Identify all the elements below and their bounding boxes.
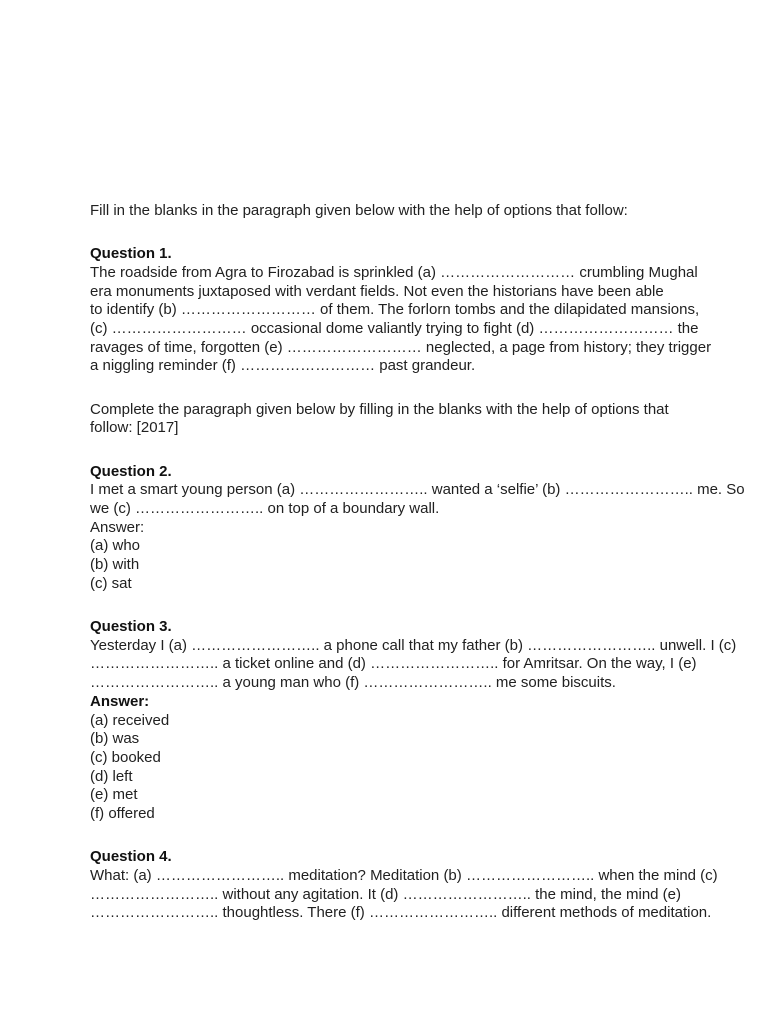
complete-instruction — [90, 401, 750, 438]
question-text-line: What: (a) …………………….. meditation? Meditation (b) …………………….. when the mind (c) — [90, 866, 718, 884]
answer-item: (d) left — [90, 767, 133, 785]
question-text-line: …………………….. a ticket online and (d) …………………….. for Amritsar. On the way, I (e) — [90, 655, 697, 673]
answer-item: (c) booked — [90, 748, 161, 766]
question-1 — [90, 245, 750, 376]
question-text-line: …………………….. a young man who (f) …………………….. me some biscuits. — [90, 674, 616, 692]
intro-instruction — [90, 202, 750, 221]
document-content — [90, 202, 750, 948]
question-4-title: Question 4. — [90, 848, 172, 866]
answer-label: Answer: — [90, 692, 150, 710]
question-text-line: we (c) …………………….. on top of a boundary wall. — [90, 500, 440, 518]
question-text-line: I met a smart young person (a) …………………….. wanted a ‘selfie’ (b) …………………….. me. So — [90, 481, 745, 499]
answer-item: (c) sat — [90, 574, 132, 592]
question-text-line: The roadside from Agra to Firozabad is sprinkled (a) ……………………… crumbling Mughal — [90, 263, 698, 281]
question-2 — [90, 463, 750, 594]
instruction-line: follow: [2017] — [90, 419, 179, 437]
answer-item: (b) was — [90, 730, 140, 748]
answer-item: (e) met — [90, 786, 138, 804]
instruction-line: Fill in the blanks in the paragraph given below with the help of options that follow: — [90, 202, 628, 219]
question-text-line: …………………….. thoughtless. There (f) …………………….. different methods of meditation. — [90, 904, 712, 922]
question-text-line: ravages of time, forgotten (e) ……………………… neglected, a page from history; they trigger — [90, 338, 712, 356]
question-text-line: (c) ……………………… occasional dome valiantly trying to fight (d) ……………………… the — [90, 320, 699, 338]
instruction-line: Complete the paragraph given below by filling in the blanks with the help of options that — [90, 400, 669, 418]
question-text-line: …………………….. without any agitation. It (d) …………………….. the mind, the mind (e) — [90, 885, 681, 903]
question-3 — [90, 618, 750, 824]
question-text-line: Yesterday I (a) …………………….. a phone call that my father (b) …………………….. unwell. I (c) — [90, 636, 737, 654]
answer-item: (a) received — [90, 711, 170, 729]
question-3-title: Question 3. — [90, 618, 172, 636]
answer-item: (a) who — [90, 537, 141, 555]
question-text-line: era monuments juxtaposed with verdant fields. Not even the historians have been able — [90, 282, 664, 300]
answer-item: (f) offered — [90, 804, 155, 822]
question-text-line: to identify (b) ……………………… of them. The forlorn tombs and the dilapidated mansions, — [90, 301, 700, 319]
question-4 — [90, 848, 750, 923]
answer-label: Answer: — [90, 518, 145, 536]
question-1-title: Question 1. — [90, 245, 172, 263]
question-text-line: a niggling reminder (f) ……………………… past grandeur. — [90, 357, 476, 375]
answer-item: (b) with — [90, 556, 140, 574]
question-2-title: Question 2. — [90, 462, 172, 480]
